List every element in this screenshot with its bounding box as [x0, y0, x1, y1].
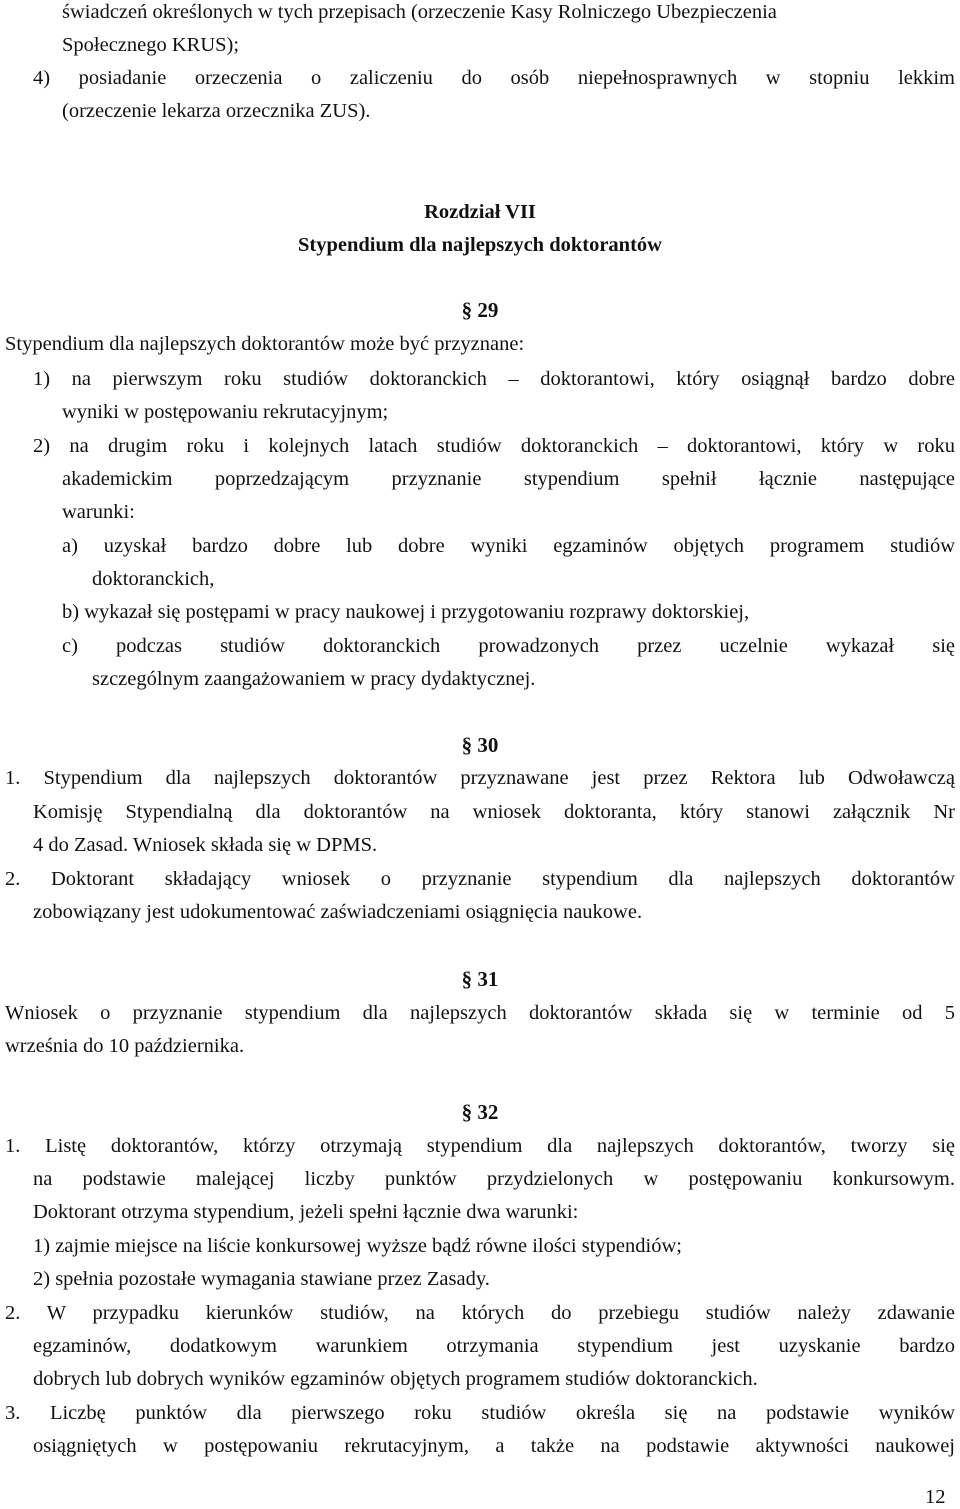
- paragraph-line: egzaminów, dodatkowym warunkiem otrzymania stypendium jest uzyskanie bardzo: [33, 1335, 955, 1357]
- paragraph-line: 2. W przypadku kierunków studiów, na których do przebiegu studiów należy zdawanie: [5, 1302, 955, 1324]
- section-heading: § 29: [461, 298, 499, 322]
- text-line: akademickim poprzedzającym przyznanie stypendium spełnił łącznie następujące: [62, 468, 955, 490]
- list-item: 1) na pierwszym roku studiów doktoranckich – doktorantowi, który osiągnął bardzo dobre: [33, 368, 955, 390]
- text-line: świadczeń określonych w tych przepisach (orzeczenie Kasy Rolniczego Ubezpieczenia: [62, 1, 777, 23]
- text-line: (orzeczenie lekarza orzecznika ZUS).: [62, 100, 371, 122]
- section-heading: § 32: [461, 1100, 499, 1124]
- paragraph-line: osiągniętych w postępowaniu rekrutacyjnym, a także na podstawie aktywności naukowej: [33, 1435, 955, 1457]
- section-heading: § 31: [461, 967, 499, 991]
- chapter-title: Rozdział VII: [424, 201, 536, 223]
- paragraph-line: dobrych lub dobrych wyników egzaminów objętych programem studiów doktoranckich.: [33, 1368, 758, 1390]
- section-heading: § 30: [461, 733, 499, 757]
- paragraph-line: 3. Liczbę punktów dla pierwszego roku studiów określa się na podstawie wyników: [5, 1402, 955, 1424]
- text-line: wyniki w postępowaniu rekrutacyjnym;: [62, 401, 389, 423]
- paragraph-line: Doktorant otrzyma stypendium, jeżeli spełni łącznie dwa warunki:: [33, 1201, 579, 1223]
- text-line: warunki:: [62, 501, 135, 523]
- paragraph-line: Komisję Stypendialną dla doktorantów na wniosek doktoranta, który stanowi załącznik Nr: [33, 801, 955, 823]
- paragraph-line: września do 10 października.: [5, 1035, 245, 1057]
- text-line: szczególnym zaangażowaniem w pracy dydaktycznej.: [92, 668, 536, 690]
- text-line: doktoranckich,: [92, 568, 215, 590]
- page-number: 12: [925, 1486, 946, 1508]
- paragraph-line: 1. Stypendium dla najlepszych doktorantów przyznawane jest przez Rektora lub Odwoławczą: [5, 767, 955, 789]
- paragraph-line: 4 do Zasad. Wniosek składa się w DPMS.: [33, 834, 378, 856]
- list-item: 2) na drugim roku i kolejnych latach studiów doktoranckich – doktorantowi, który w roku: [33, 435, 955, 457]
- list-item: b) wykazał się postępami w pracy naukowej i przygotowaniu rozprawy doktorskiej,: [62, 601, 750, 623]
- paragraph-line: 1. Listę doktorantów, którzy otrzymają stypendium dla najlepszych doktorantów, tworzy się: [5, 1135, 955, 1157]
- list-item: 2) spełnia pozostałe wymagania stawiane przez Zasady.: [33, 1268, 490, 1290]
- list-item: 1) zajmie miejsce na liście konkursowej wyższe bądź równe ilości stypendiów;: [33, 1235, 682, 1257]
- paragraph-line: Wniosek o przyznanie stypendium dla najlepszych doktorantów składa się w terminie od 5: [5, 1002, 955, 1024]
- paragraph-line: 2. Doktorant składający wniosek o przyznanie stypendium dla najlepszych doktorantów: [5, 868, 955, 890]
- text-line: Społecznego KRUS);: [62, 34, 240, 56]
- list-item: a) uzyskał bardzo dobre lub dobre wyniki egzaminów objętych programem studiów: [62, 535, 955, 557]
- chapter-subtitle: Stypendium dla najlepszych doktorantów: [298, 234, 662, 256]
- paragraph-line: na podstawie malejącej liczby punktów przydzielonych w postępowaniu konkursowym.: [33, 1168, 955, 1190]
- list-item: c) podczas studiów doktoranckich prowadzonych przez uczelnie wykazał się: [62, 635, 955, 657]
- list-item: 4) posiadanie orzeczenia o zaliczeniu do osób niepełnosprawnych w stopniu lekkim: [33, 67, 955, 89]
- paragraph-line: zobowiązany jest udokumentować zaświadczeniami osiągnięcia naukowe.: [33, 901, 643, 923]
- text-line: Stypendium dla najlepszych doktorantów może być przyznane:: [5, 333, 525, 355]
